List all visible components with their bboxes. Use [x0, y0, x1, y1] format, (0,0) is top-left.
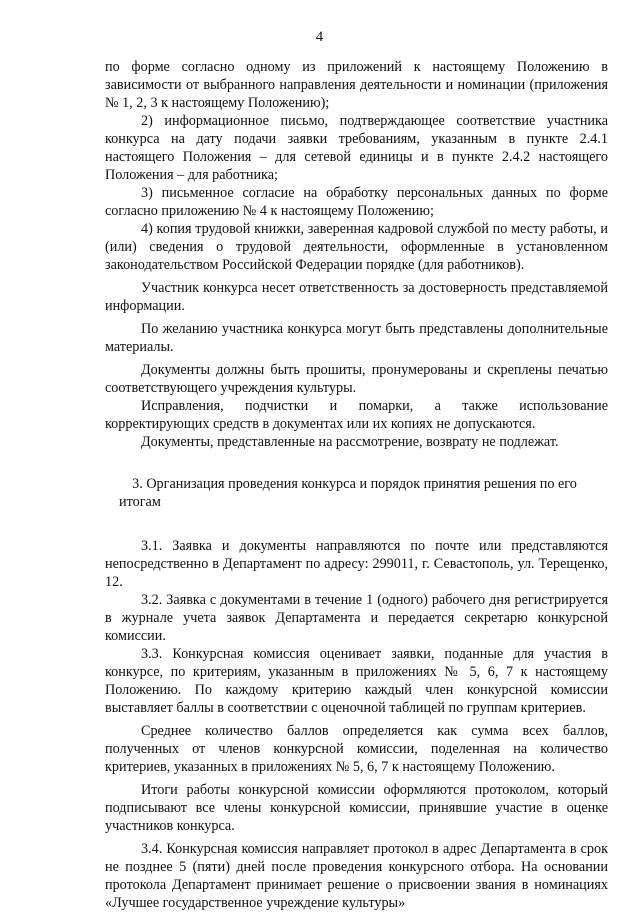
paragraph-average-score: Среднее количество баллов определяется как сумма всех баллов, полученных от членов конкурсной комиссии, поделенная на количество критериев, указанных в приложениях № 5, 6, 7 к настоящему Положению. — [105, 723, 608, 775]
paragraph-3-1: 3.1. Заявка и документы направляются по почте или представляются непосредственно в Департамент по адресу: 299011, г. Севастополь, ул. Терещенко, 12. — [105, 538, 608, 590]
list-item-employment-record: 4) копия трудовой книжки, заверенная кадровой службой по месту работы, и (или) сведения о трудовой деятельности, оформленные в установленном законодательством Российской Федерации порядке (для работников). — [105, 221, 608, 273]
list-item-info-letter: 2) информационное письмо, подтверждающее соответствие участника конкурса на дату подачи заявки требованиям, указанным в пункте 2.4.1 настоящего Положения – для сетевой единицы и в пункте 2.4.2 настоящего Положения – для работника; — [105, 113, 608, 183]
paragraph-additional-materials: По желанию участника конкурса могут быть представлены дополнительные материалы. — [105, 321, 608, 355]
paragraph-no-return: Документы, представленные на рассмотрение, возврату не подлежат. — [141, 434, 559, 450]
list-item-consent: 3) письменное согласие на обработку персональных данных по форме согласно приложению № 4 к настоящему Положению; — [105, 185, 608, 219]
paragraph-corrections: Исправления, подчистки и помарки, а также использование корректирующих средств в документах или их копиях не допускаются. — [105, 398, 608, 432]
paragraph-results-protocol: Итоги работы конкурсной комиссии оформляются протоколом, который подписывают все члены конкурсной комиссии, принявшие участие в оценке участников конкурса. — [105, 782, 608, 834]
paragraph-responsibility: Участник конкурса несет ответственность за достоверность представляемой информации. — [105, 280, 608, 314]
paragraph-binding: Документы должны быть прошиты, пронумерованы и скреплены печатью соответствующего учреждения культуры. — [105, 362, 608, 396]
paragraph-3-3: 3.3. Конкурсная комиссия оценивает заявки, поданные для участия в конкурсе, по критериям, указанным в приложениях № 5, 6, 7 к настоящему Положению. По каждому критерию каждый член конкурсной комиссии выставляет баллы в соответствии с оценочной таблицей по группам критериев. — [105, 646, 608, 716]
spacer — [105, 511, 608, 537]
paragraph-continuation: по форме согласно одному из приложений к настоящему Положению в зависимости от выбранного направления деятельности и номинации (приложения № 1, 2, 3 к настоящему Положению); — [105, 59, 608, 111]
paragraph-3-2: 3.2. Заявка с документами в течение 1 (одного) рабочего дня регистрируется в журнале учета заявок Департамента и передается секретарю конкурсной комиссии. — [105, 592, 608, 644]
section-heading: 3. Организация проведения конкурса и порядок принятия решения по его итогам — [119, 476, 577, 510]
paragraph-3-4: 3.4. Конкурсная комиссия направляет протокол в адрес Департамента в срок не позднее 5 (пяти) дней после проведения конкурсного отбора. На основании протокола Департамент принимает решение о присвоении звания в номинациях «Лучшее государственное учреждение культуры» — [105, 841, 608, 911]
document-body — [105, 58, 608, 912]
page-number: 4 — [315, 29, 324, 45]
